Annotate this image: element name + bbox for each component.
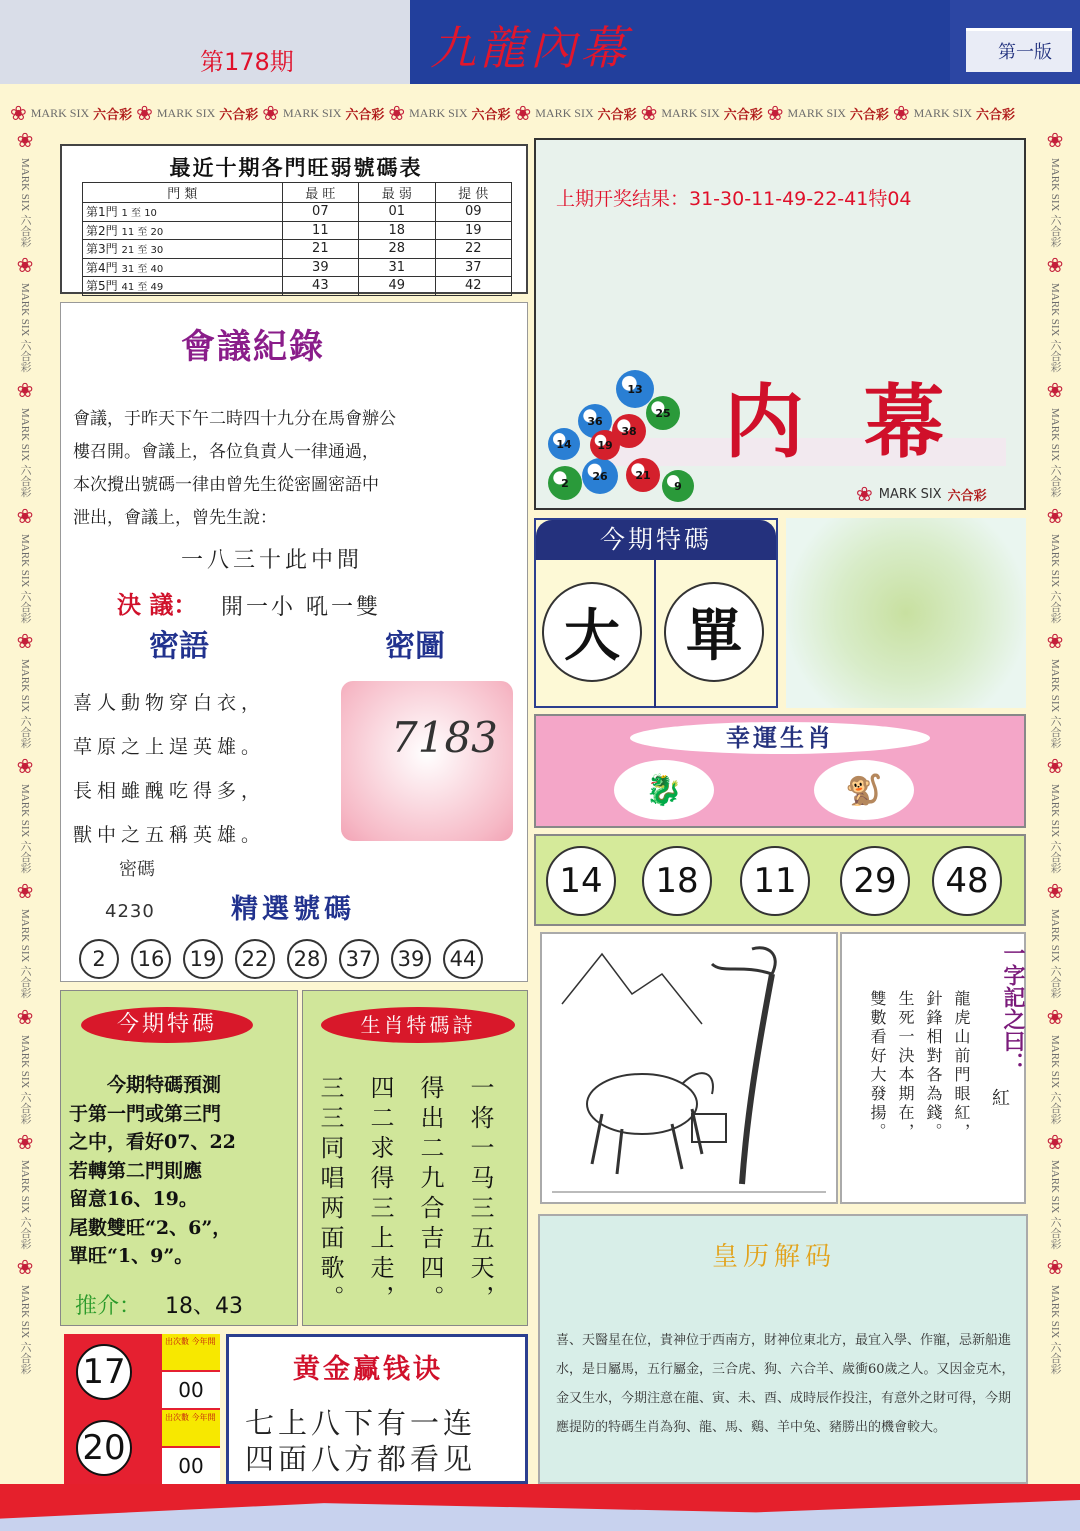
side-poem-line: 生死一決本期在，	[896, 990, 915, 1142]
forecast-line: 于第一門或第三門	[69, 1102, 222, 1125]
flower-icon: ❀	[16, 1004, 34, 1029]
poem-line: 長相雖醜吃得多，	[73, 780, 266, 802]
gate-label: 第1門	[86, 205, 118, 220]
mark-six-cn: 六合彩	[723, 106, 763, 122]
lottery-ball: 2	[548, 466, 582, 500]
decorative-green-box	[786, 518, 1026, 708]
border-mark: MARK SIX 六合彩	[1049, 158, 1061, 248]
minutes-title: 會議紀錄	[181, 327, 325, 367]
count-value: 00	[162, 1372, 220, 1408]
promo-big-text: 内幕	[724, 375, 1004, 469]
recommend-label: 推介：	[75, 1294, 142, 1319]
border-mark: MARK SIX 六合彩	[1049, 909, 1061, 999]
minutes-line: 本次攪出號碼一律由曾先生從密圖密語中	[73, 475, 379, 495]
number-ball: 28	[287, 939, 327, 979]
flower-icon: ❀	[16, 378, 34, 403]
top-border-strip	[10, 98, 1070, 128]
border-mark: MARK SIX 六合彩	[1049, 533, 1061, 623]
hot-cell: 07	[282, 203, 358, 222]
zodiac-poem-line: 三三同唱两面歌。	[316, 1075, 344, 1315]
selected-numbers	[79, 939, 483, 979]
gate-label: 第4門	[86, 260, 118, 275]
table-row	[83, 240, 512, 259]
promo-panel	[534, 138, 1026, 510]
lottery-ball: 13	[616, 370, 654, 408]
draw-count-panel	[64, 1334, 220, 1484]
table-header: 最 旺	[282, 183, 358, 203]
gate-range: 1 至 10	[121, 208, 157, 220]
border-mark: MARK SIX 六合彩	[1049, 408, 1061, 498]
table-header: 門 類	[83, 183, 283, 203]
flower-icon: ❀	[262, 102, 280, 125]
flower-icon: ❀	[1046, 1004, 1064, 1029]
number-ball: 11	[740, 846, 810, 916]
flower-icon: ❀	[1046, 253, 1064, 278]
cold-cell: 18	[359, 221, 435, 240]
flower-icon: ❀	[16, 128, 34, 152]
minutes-panel	[60, 302, 528, 982]
mark-six-label: MARK SIX	[913, 105, 972, 120]
border-mark	[388, 101, 510, 126]
flower-icon: ❀	[16, 1129, 34, 1154]
table-header: 提 供	[435, 183, 512, 203]
offer-cell: 42	[435, 277, 512, 296]
flower-icon: ❀	[1046, 1129, 1064, 1154]
border-mark: MARK SIX 六合彩	[1049, 1159, 1061, 1250]
handwritten-number: 7183	[391, 713, 498, 762]
special-big: 大	[542, 582, 642, 682]
flower-icon: ❀	[1046, 879, 1064, 904]
almanac-body: 喜、天醫星在位，貴神位于西南方，財神位東北方，最宜入學、作寵，忌新船進水，是日屬馬，五行屬金，三合虎、狗、六合羊、歲衝60歲之人。又因金克木，金又生水，今期注意在龍、寅、未、酉、成時辰作投注，有意外之財可得，今期應提防的特碼生肖為狗、龍、馬、鷄、羊中兔、豬勝出的機會較大。	[556, 1333, 1015, 1435]
edition-label: 第一版	[998, 42, 1052, 63]
special-code-panel	[534, 518, 778, 708]
last-result: 上期开奖结果：31-30-11-49-22-41特04	[556, 188, 912, 210]
lottery-ball: 19	[590, 430, 620, 460]
flower-icon: ❀	[136, 102, 153, 125]
riddle-poem	[73, 681, 313, 857]
border-mark	[767, 101, 889, 126]
lucky-zodiac-panel	[534, 714, 1026, 828]
mark-six-label: MARK SIX	[409, 105, 468, 120]
hot-cell: 11	[282, 221, 358, 240]
mark-six-label: MARK SIX	[535, 105, 594, 120]
number-ball: 19	[183, 939, 223, 979]
gate-range: 21 至 30	[121, 245, 164, 257]
resolution-text: 開一小 吼一雙	[221, 595, 381, 620]
special-odd: 單	[664, 582, 764, 682]
flower-icon: ❀	[1046, 128, 1064, 152]
cold-cell: 28	[359, 240, 435, 259]
rank-table-title: 最近十期各門旺弱號碼表	[169, 156, 423, 180]
flower-icon: ❀	[16, 754, 34, 779]
flower-icon: ❀	[856, 482, 873, 506]
side-poem-line: 龍虎山前門眼紅，	[952, 990, 971, 1142]
flower-icon: ❀	[1046, 1255, 1064, 1280]
mark-six-cn: 六合彩	[93, 106, 133, 122]
table-row	[83, 221, 512, 240]
border-mark: MARK SIX 六合彩	[19, 658, 31, 749]
forecast-line: 單旺“1、9”。	[69, 1245, 194, 1267]
number-ball: 16	[131, 939, 171, 979]
forecast-line: 之中，看好07、22	[69, 1131, 236, 1153]
mark-six-cn: 六合彩	[471, 106, 511, 122]
mark-six-cn: 六合彩	[975, 106, 1015, 122]
lottery-ball: 14	[548, 428, 580, 460]
lottery-ball: 9	[662, 470, 694, 502]
forecast-body	[69, 1071, 295, 1271]
mark-six-cn: 六合彩	[849, 106, 889, 122]
selected-numbers-title: 精選號碼	[231, 894, 355, 925]
number-ball: 2	[79, 939, 119, 979]
rank-table-panel	[60, 144, 528, 294]
issue-number: 第178期	[200, 48, 294, 76]
border-mark	[10, 101, 132, 126]
mark-six-label: MARK SIX	[787, 105, 846, 120]
border-mark: MARK SIX 六合彩	[1049, 784, 1061, 874]
side-poem-line: 針鋒相對各為錢。	[924, 990, 943, 1142]
recommend-value: 18、43	[165, 1294, 243, 1319]
minutes-line: 樓召開。會議上，各位負責人一律通過，	[73, 442, 379, 462]
forecast-line: 留意16、19。	[69, 1188, 198, 1210]
mitu-heading: 密圖	[385, 629, 445, 664]
number-ball: 48	[932, 846, 1002, 916]
lottery-ball: 26	[582, 458, 618, 494]
gate-label: 第2門	[86, 223, 118, 238]
number-ball: 17	[76, 1344, 132, 1400]
mark-six-cn: 六合彩	[597, 106, 637, 122]
border-mark	[515, 101, 637, 126]
mark-six-label: MARK SIX	[156, 105, 216, 120]
lottery-ball: 21	[626, 458, 660, 492]
gate-label: 第5門	[86, 279, 118, 294]
flower-icon: ❀	[16, 503, 34, 528]
flower-icon: ❀	[16, 1255, 34, 1280]
miyu-heading: 密語	[149, 629, 209, 664]
number-ball: 29	[840, 846, 910, 916]
almanac-panel	[538, 1214, 1028, 1484]
border-mark	[641, 101, 763, 126]
zodiac-poem-line: 四二求得三上走，	[366, 1075, 394, 1315]
number-ball: 44	[443, 939, 483, 979]
border-mark: MARK SIX 六合彩	[19, 283, 31, 373]
gate-range: 11 至 20	[121, 226, 164, 238]
gate-label: 第3門	[86, 242, 118, 257]
mark-six-cn: 六合彩	[345, 106, 385, 122]
ink-drawing	[540, 932, 838, 1204]
lottery-ball: 38	[612, 414, 646, 448]
golden-tip-title: 黄金赢钱诀	[293, 1354, 443, 1385]
border-mark	[136, 101, 258, 126]
border-mark: MARK SIX 六合彩	[19, 909, 31, 999]
border-mark: MARK SIX 六合彩	[19, 408, 31, 498]
special-code-forecast-panel	[60, 990, 298, 1326]
offer-cell: 09	[435, 203, 512, 222]
mark-six-label: MARK SIX	[878, 486, 942, 502]
table-row	[83, 277, 512, 296]
flower-icon: ❀	[1046, 503, 1064, 528]
right-border-strip	[1040, 128, 1070, 1478]
zodiac-poem-panel	[302, 990, 528, 1326]
border-mark: MARK SIX 六合彩	[19, 784, 31, 874]
mark-six-label: MARK SIX	[661, 105, 720, 120]
poem-line: 獸中之五稱英雄。	[73, 824, 266, 846]
promo-mark	[856, 482, 987, 506]
number-ball: 14	[546, 846, 616, 916]
border-mark: MARK SIX 六合彩	[1049, 1285, 1061, 1375]
golden-tip-line: 七上八下有一连	[245, 1406, 477, 1440]
monkey-icon: 🐒	[814, 760, 914, 820]
forecast-line: 今期特碼預測	[107, 1074, 222, 1096]
divider	[654, 560, 656, 708]
forecast-line: 若轉第二門則應	[69, 1159, 203, 1182]
number-ball: 37	[339, 939, 379, 979]
minutes-body	[73, 403, 523, 535]
mima-label: 密碼	[119, 859, 155, 880]
count-value: 00	[162, 1448, 220, 1484]
five-numbers-panel	[534, 834, 1026, 926]
one-word-title: 一字記之曰：	[1000, 942, 1026, 1074]
offer-cell: 22	[435, 240, 512, 259]
flower-icon: ❀	[388, 102, 406, 125]
almanac-title: 皇历解码	[712, 1242, 837, 1272]
border-mark: MARK SIX 六合彩	[19, 1159, 31, 1250]
flower-icon: ❀	[16, 879, 34, 904]
mark-six-cn: 六合彩	[219, 106, 259, 122]
border-mark	[262, 101, 384, 126]
brand-title: 九龍內幕	[430, 21, 630, 75]
lottery-ball: 36	[578, 404, 612, 438]
poem-line: 草原之上逞英雄。	[73, 736, 266, 758]
one-word-panel	[840, 932, 1026, 1204]
gate-range: 31 至 40	[121, 263, 164, 275]
cold-cell: 01	[359, 203, 435, 222]
table-header: 最 弱	[359, 183, 435, 203]
flower-icon: ❀	[16, 253, 34, 278]
one-word-answer: 紅	[992, 1088, 1010, 1109]
flower-icon: ❀	[1046, 628, 1064, 653]
border-mark: MARK SIX 六合彩	[19, 1285, 31, 1375]
number-ball: 22	[235, 939, 275, 979]
golden-tip-panel	[226, 1334, 528, 1484]
ink-landscape-illustration	[542, 934, 836, 1202]
border-mark: MARK SIX 六合彩	[19, 533, 31, 623]
flower-icon: ❀	[10, 102, 27, 125]
lottery-ball: 25	[646, 396, 680, 430]
flower-icon: ❀	[16, 628, 34, 653]
flower-icon: ❀	[1046, 378, 1064, 403]
resolution-label: 決 議：	[117, 590, 198, 619]
golden-tip-line: 四面八方都看见	[245, 1442, 477, 1476]
mark-six-label: MARK SIX	[30, 105, 90, 120]
cold-cell: 49	[359, 277, 435, 296]
offer-cell: 19	[435, 221, 512, 240]
forecast-line: 尾數雙旺“2、6”，	[69, 1216, 232, 1239]
border-mark: MARK SIX 六合彩	[19, 158, 31, 248]
flower-icon: ❀	[514, 102, 532, 125]
border-mark: MARK SIX 六合彩	[19, 1034, 31, 1124]
gate-range: 41 至 49	[121, 282, 164, 294]
number-ball: 18	[642, 846, 712, 916]
hot-cell: 39	[282, 258, 358, 277]
border-mark: MARK SIX 六合彩	[1049, 658, 1061, 749]
left-border-strip	[10, 128, 40, 1478]
poem-line: 喜人動物穿白衣，	[73, 692, 266, 714]
lucky-zodiac-title: 幸運生肖	[630, 722, 930, 754]
number-ball: 39	[391, 939, 431, 979]
minutes-line: 會議，于昨天下午二時四十九分在馬會辦公	[73, 409, 396, 429]
hot-cell: 43	[282, 277, 358, 296]
count-label: 出次數 今年開	[162, 1410, 220, 1446]
flower-icon: ❀	[766, 102, 784, 125]
zodiac-poem-line: 一将一马三五天，	[466, 1075, 494, 1315]
minutes-line: 泄出，會議上，曾先生說：	[73, 508, 277, 528]
mark-six-label: MARK SIX	[283, 105, 342, 120]
table-row	[83, 258, 512, 277]
flower-icon: ❀	[1046, 754, 1064, 779]
side-poem-line: 雙數看好大發揚。	[868, 990, 887, 1142]
special-code-title: 今期特碼	[536, 520, 776, 560]
flower-icon: ❀	[892, 102, 910, 125]
riddle-line: 一八三十此中間	[181, 548, 364, 573]
dragon-icon: 🐉	[614, 760, 714, 820]
border-mark: MARK SIX 六合彩	[1049, 283, 1061, 373]
table-row	[83, 203, 512, 222]
hot-cell: 21	[282, 240, 358, 259]
border-mark	[893, 101, 1015, 126]
mark-six-cn: 六合彩	[947, 488, 987, 504]
count-label: 出次數 今年開	[162, 1334, 220, 1370]
mima-value: 4230	[105, 901, 155, 922]
zodiac-poem-line: 得出二九合吉四。	[416, 1075, 444, 1315]
flower-icon: ❀	[640, 102, 658, 125]
zodiac-poem-title: 生肖特碼詩	[321, 1007, 515, 1043]
number-ball: 20	[76, 1420, 132, 1476]
border-mark: MARK SIX 六合彩	[1049, 1034, 1061, 1124]
cold-cell: 31	[359, 258, 435, 277]
rank-table	[82, 182, 512, 296]
forecast-title: 今期特碼	[81, 1007, 253, 1043]
offer-cell: 37	[435, 258, 512, 277]
